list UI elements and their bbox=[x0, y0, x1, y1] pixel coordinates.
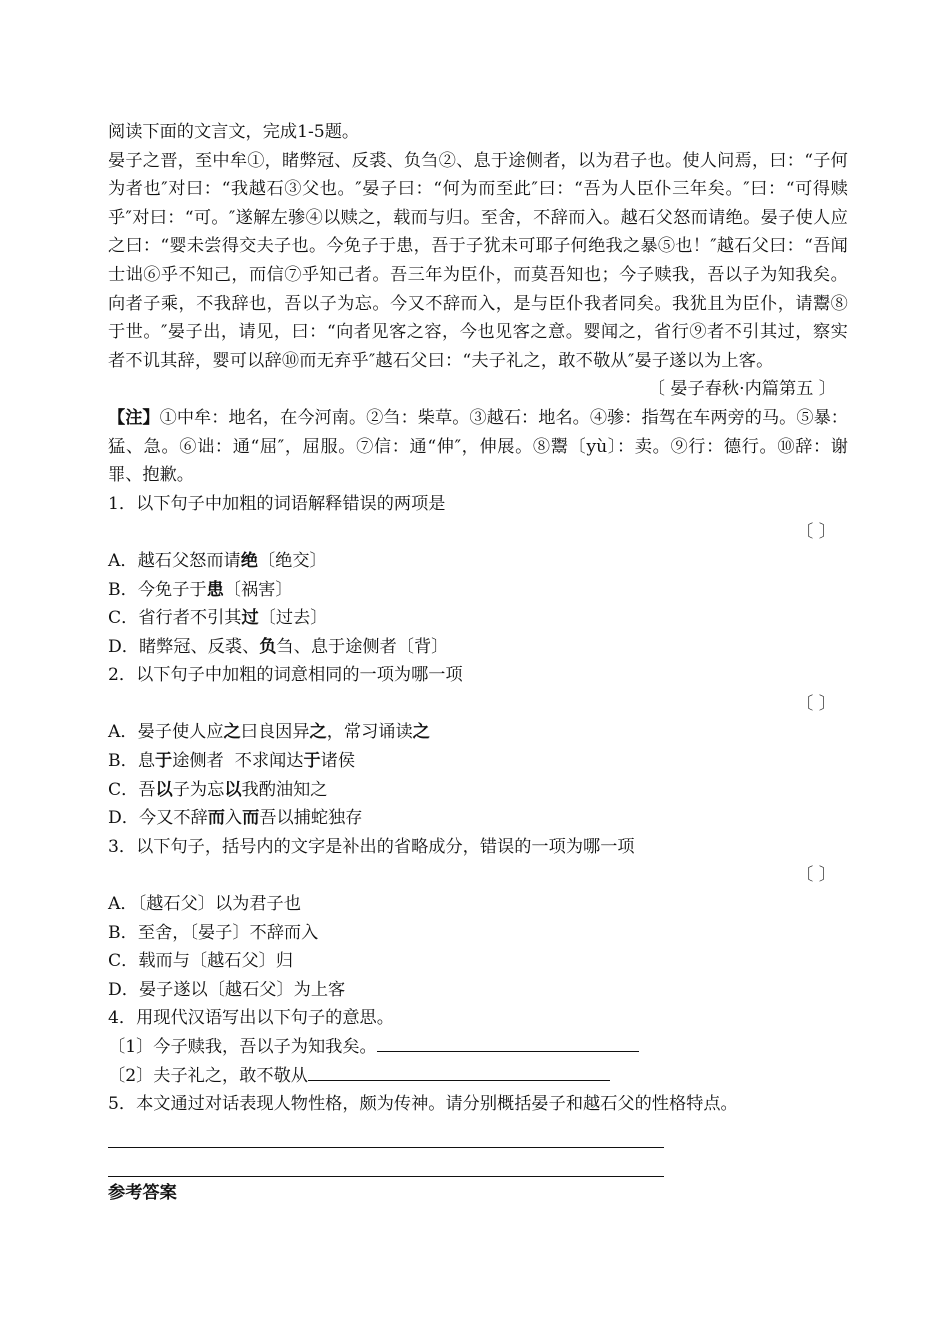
question-1-stem: 1．以下句子中加粗的词语解释错误的两项是 bbox=[108, 493, 446, 514]
question-1-option-c: C．省行者不引其过〔过去〕 bbox=[108, 608, 328, 629]
answer-line-1[interactable] bbox=[108, 1119, 664, 1148]
answer-line-2[interactable] bbox=[108, 1148, 664, 1177]
document-page bbox=[108, 118, 848, 1207]
question-1-option-b: B．今免子于患〔祸害〕 bbox=[108, 579, 293, 600]
question-1-answer-bracket: 〔 〕 bbox=[796, 522, 836, 543]
question-4-stem: 4．用现代汉语写出以下句子的意思。 bbox=[108, 1008, 394, 1029]
question-2-option-a: A．晏子使人应之曰良因异之，常习诵读之 bbox=[108, 722, 430, 743]
question-3-option-c: C．载而与〔越石父〕归 bbox=[108, 951, 294, 972]
note-text: ①中牟：地名，在今河南。②刍：柴草。③越石：地名。④骖：指驾在车两旁的马。⑤暴：猛、急。⑥诎：通“屈″，屈服。⑦信：通“伸″，伸展。⑧鬻〔yù〕：卖。⑨行：德行。⑩辞：谢罪、抱歉。 bbox=[108, 407, 848, 486]
question-3-option-b: B．至舍，〔晏子〕不辞而入 bbox=[108, 922, 319, 943]
question-4-item-2: 〔2〕夫子礼之，敢不敬从 bbox=[108, 1062, 848, 1091]
passage-text: 晏子之晋，至中牟①，睹弊冠、反裘、负刍②、息于途侧者，以为君子也。使人问焉，曰：“子何为者也″对曰：“我越石③父也。″晏子曰：“何为而至此″曰：“吾为人臣仆三年矣。″曰：“可得赎乎″对曰：“可。″遂解左骖④以赎之，载而与归。至舍，不辞而入。越石父怒而请绝。晏子使人应之曰：“婴未尝得交夫子也。今免子于患，吾于子犹未可耶子何绝我之暴⑤也！″越石父曰：“吾闻士诎⑥乎不知己，而信⑦乎知己者。吾三年为臣仆，而莫吾知也；今子赎我，吾以子为知我矣。向者子乘，不我辞也，吾以子为忘。今又不辞而入，是与臣仆我者同矣。我犹且为臣仆，请鬻⑧于世。″晏子出，请见，曰：“向者见客之容，今也见客之意。婴闻之，省行⑨者不引其过，察实者不讥其辞，婴可以辞⑩而无弃乎″越石父曰：“夫子礼之，敢不敬从″晏子遂以为上客。 bbox=[108, 150, 848, 371]
question-2-option-b: B．息于途侧者 不求闻达于诸侯 bbox=[108, 751, 356, 772]
question-2-answer-bracket: 〔 〕 bbox=[796, 693, 836, 714]
annotation-notes bbox=[108, 404, 848, 490]
question-2-stem: 2．以下句子中加粗的词意相同的一项为哪一项 bbox=[108, 665, 463, 686]
question-3-option-d: D．晏子遂以〔越石父〕为上客 bbox=[108, 979, 346, 1000]
instruction: 阅读下面的文言文，完成1-5题。 bbox=[108, 122, 360, 142]
answer-heading: 参考答案 bbox=[108, 1182, 177, 1203]
answer-blank-1[interactable] bbox=[377, 1033, 639, 1052]
question-3-option-a: A．〔越石父〕以为君子也 bbox=[108, 894, 301, 915]
passage-source: 〔 晏子春秋·内篇第五 〕 bbox=[647, 379, 836, 400]
question-5-stem: 5．本文通过对话表现人物性格，颇为传神。请分别概括晏子和越石父的性格特点。 bbox=[108, 1094, 738, 1115]
note-tag: 【注】 bbox=[108, 407, 160, 428]
question-4-item-1: 〔1〕今子赎我，吾以子为知我矣。 bbox=[108, 1033, 848, 1062]
question-2-option-c: C．吾以子为忘以我酌油知之 bbox=[108, 779, 328, 800]
question-3-stem: 3．以下句子，括号内的文字是补出的省略成分，错误的一项为哪一项 bbox=[108, 836, 635, 857]
question-3-answer-bracket: 〔 〕 bbox=[796, 865, 836, 886]
question-1-option-a: A．越石父怒而请绝〔绝交〕 bbox=[108, 550, 327, 571]
question-1-option-d: D．睹弊冠、反裘、负刍、息于途侧者〔背〕 bbox=[108, 636, 449, 657]
question-2-option-d: D．今又不辞而入而吾以捕蛇独存 bbox=[108, 808, 363, 829]
answer-blank-2[interactable] bbox=[308, 1062, 610, 1081]
